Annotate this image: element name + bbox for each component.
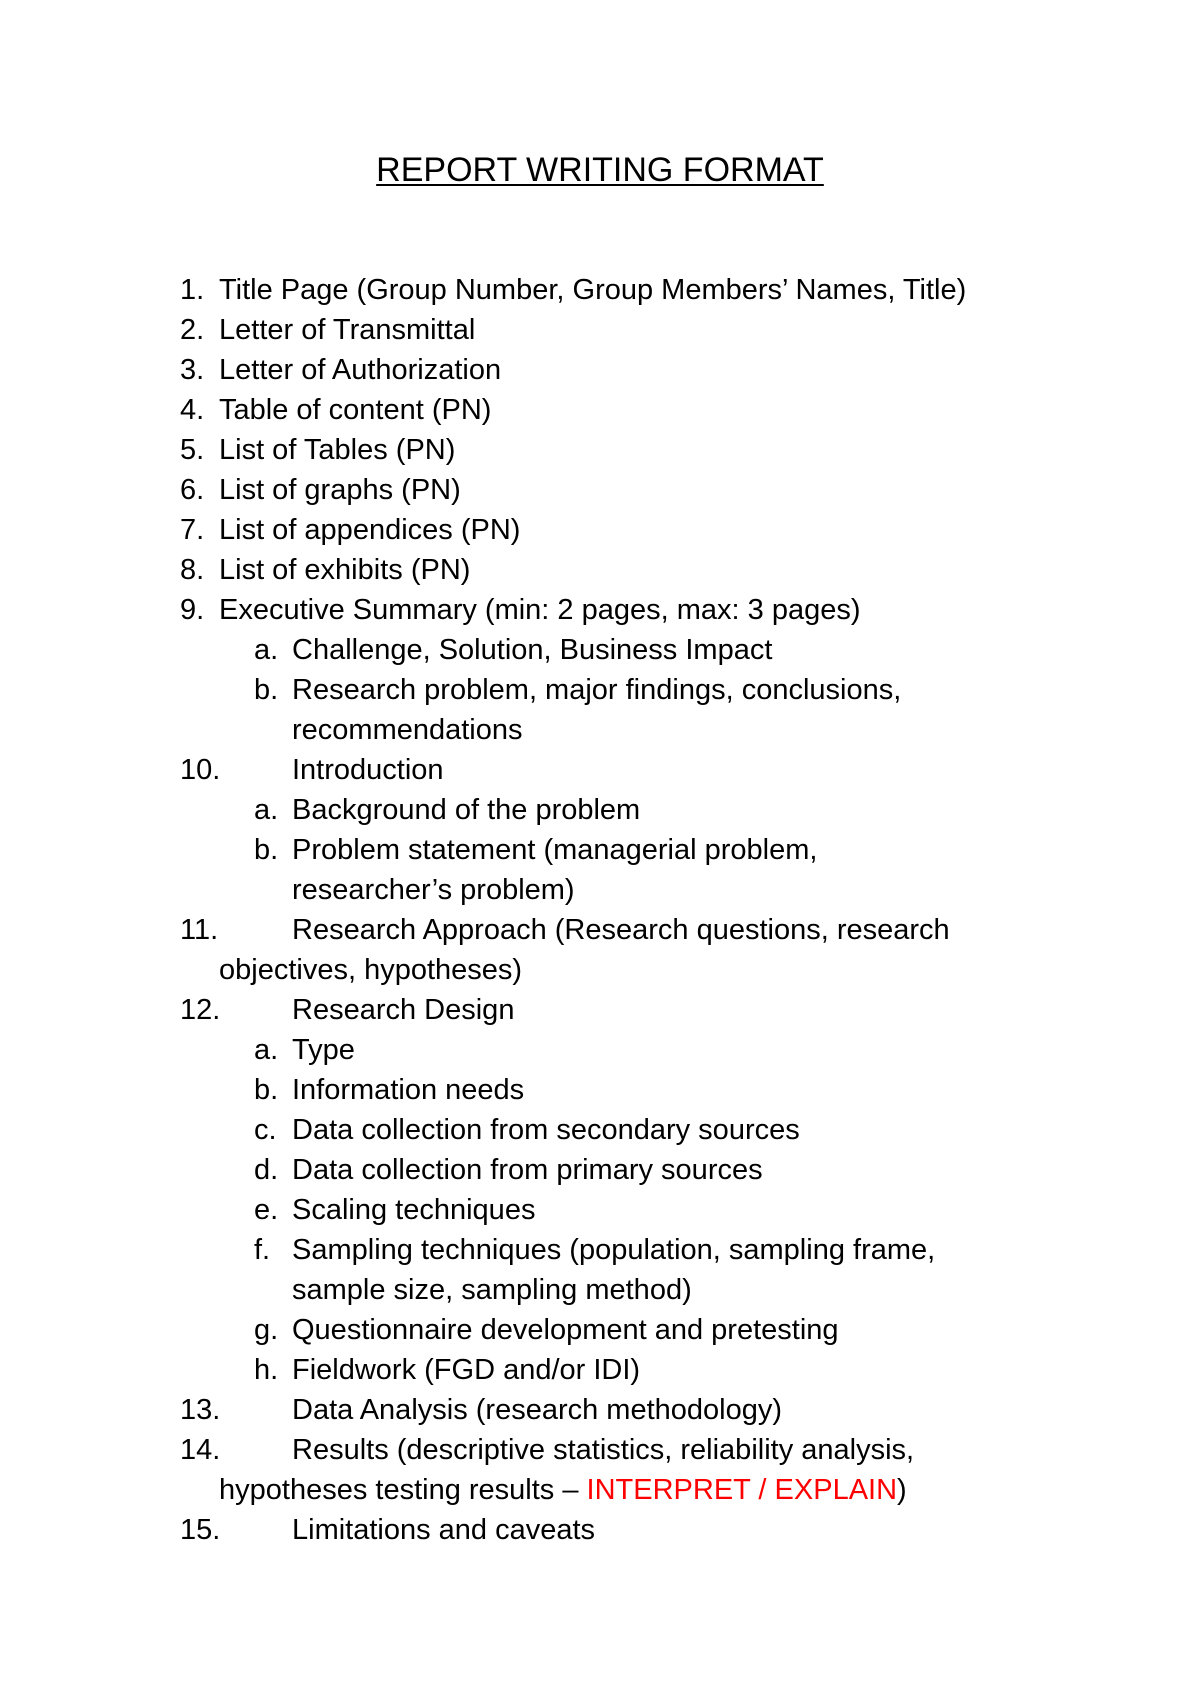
- item-text: Research Approach (Research questions, research: [292, 914, 950, 946]
- sub-item-text: Sampling techniques (population, sampling frame,: [292, 1234, 936, 1266]
- sub-item-continuation: [0, 870, 1200, 910]
- sub-list-item: [0, 670, 1200, 710]
- sub-item-continuation: [0, 710, 1200, 750]
- item-number: 10.: [180, 754, 221, 786]
- sub-list-item: [0, 1070, 1200, 1110]
- report-outline-list: [0, 270, 1200, 1550]
- sub-item-letter: g.: [254, 1314, 279, 1346]
- item-number: 6.: [180, 474, 205, 506]
- sub-item-text: Data collection from secondary sources: [292, 1114, 800, 1146]
- sub-item-text: Type: [292, 1034, 355, 1066]
- sub-item-text: Scaling techniques: [292, 1194, 536, 1226]
- item-number: 7.: [180, 514, 205, 546]
- list-item: [0, 470, 1200, 510]
- item-number: 14.: [180, 1434, 221, 1466]
- list-item: [0, 990, 1200, 1030]
- list-item: [0, 550, 1200, 590]
- item-text: Research Design: [292, 994, 515, 1026]
- sub-item-text-continued: recommendations: [292, 714, 523, 746]
- sub-item-letter: b.: [254, 1074, 279, 1106]
- sub-item-letter: e.: [254, 1194, 279, 1226]
- list-item: [0, 350, 1200, 390]
- sub-list-item: [0, 830, 1200, 870]
- emphasis-text: INTERPRET / EXPLAIN: [586, 1474, 898, 1506]
- item-text: List of Tables (PN): [219, 434, 456, 466]
- sub-list-item: [0, 1110, 1200, 1150]
- list-item: [0, 430, 1200, 470]
- sub-list-item: [0, 1030, 1200, 1070]
- item-number: 3.: [180, 354, 205, 386]
- list-item: [0, 750, 1200, 790]
- sub-item-text-continued: researcher’s problem): [292, 874, 575, 906]
- item-text: Results (descriptive statistics, reliability analysis,: [292, 1434, 915, 1466]
- item-number: 11.: [180, 914, 219, 946]
- sub-item-text: Fieldwork (FGD and/or IDI): [292, 1354, 641, 1386]
- item-text: Limitations and caveats: [292, 1514, 596, 1546]
- page-title: REPORT WRITING FORMAT: [376, 151, 824, 189]
- sub-list-item: [0, 1310, 1200, 1350]
- item-text: List of appendices (PN): [219, 514, 521, 546]
- sub-item-text: Research problem, major findings, conclusions,: [292, 674, 902, 706]
- item-continuation: [0, 950, 1200, 990]
- item-text: Letter of Authorization: [219, 354, 502, 386]
- list-item: [0, 910, 1200, 950]
- item-text: Introduction: [292, 754, 444, 786]
- sub-list-item: [0, 790, 1200, 830]
- sub-item-text: Questionnaire development and pretesting: [292, 1314, 839, 1346]
- item-number: 1.: [180, 274, 205, 306]
- list-item: [0, 1390, 1200, 1430]
- continued-text-prefix: hypotheses testing results –: [219, 1474, 587, 1506]
- list-item: [0, 1510, 1200, 1550]
- list-item: [0, 270, 1200, 310]
- item-number: 4.: [180, 394, 205, 426]
- item-continuation: [0, 1470, 1200, 1510]
- item-number: 2.: [180, 314, 205, 346]
- sub-item-letter: a.: [254, 794, 279, 826]
- sub-item-letter: c.: [254, 1114, 277, 1146]
- sub-list-item: [0, 1230, 1200, 1270]
- sub-item-text: Background of the problem: [292, 794, 641, 826]
- list-item: [0, 310, 1200, 350]
- sub-item-text: Data collection from primary sources: [292, 1154, 763, 1186]
- sub-item-letter: b.: [254, 834, 279, 866]
- list-item: [0, 510, 1200, 550]
- list-item: [0, 1430, 1200, 1470]
- sub-item-letter: a.: [254, 634, 279, 666]
- list-item: [0, 390, 1200, 430]
- sub-item-letter: b.: [254, 674, 279, 706]
- item-number: 15.: [180, 1514, 221, 1546]
- sub-item-text: Problem statement (managerial problem,: [292, 834, 818, 866]
- item-number: 8.: [180, 554, 205, 586]
- sub-item-letter: h.: [254, 1354, 279, 1386]
- sub-list-item: [0, 1190, 1200, 1230]
- sub-item-letter: f.: [254, 1234, 271, 1266]
- sub-list-item: [0, 1150, 1200, 1190]
- item-text: Letter of Transmittal: [219, 314, 476, 346]
- sub-item-text-continued: sample size, sampling method): [292, 1274, 692, 1306]
- item-text: List of exhibits (PN): [219, 554, 471, 586]
- item-number: 12.: [180, 994, 221, 1026]
- item-text: Table of content (PN): [219, 394, 492, 426]
- item-text: Title Page (Group Number, Group Members’ Names, Title): [219, 274, 967, 306]
- item-number: 5.: [180, 434, 205, 466]
- sub-list-item: [0, 1350, 1200, 1390]
- item-text-continued: [219, 1470, 907, 1510]
- item-number: 9.: [180, 594, 205, 626]
- sub-item-text: Challenge, Solution, Business Impact: [292, 634, 773, 666]
- sub-list-item: [0, 630, 1200, 670]
- continued-text-suffix: ): [897, 1474, 907, 1506]
- item-text: Data Analysis (research methodology): [292, 1394, 783, 1426]
- sub-item-letter: d.: [254, 1154, 279, 1186]
- sub-item-text: Information needs: [292, 1074, 525, 1106]
- item-text-continued: objectives, hypotheses): [219, 954, 523, 986]
- list-item: [0, 590, 1200, 630]
- item-text: Executive Summary (min: 2 pages, max: 3 pages): [219, 594, 861, 626]
- item-text: List of graphs (PN): [219, 474, 461, 506]
- item-number: 13.: [180, 1394, 221, 1426]
- sub-item-continuation: [0, 1270, 1200, 1310]
- sub-item-letter: a.: [254, 1034, 279, 1066]
